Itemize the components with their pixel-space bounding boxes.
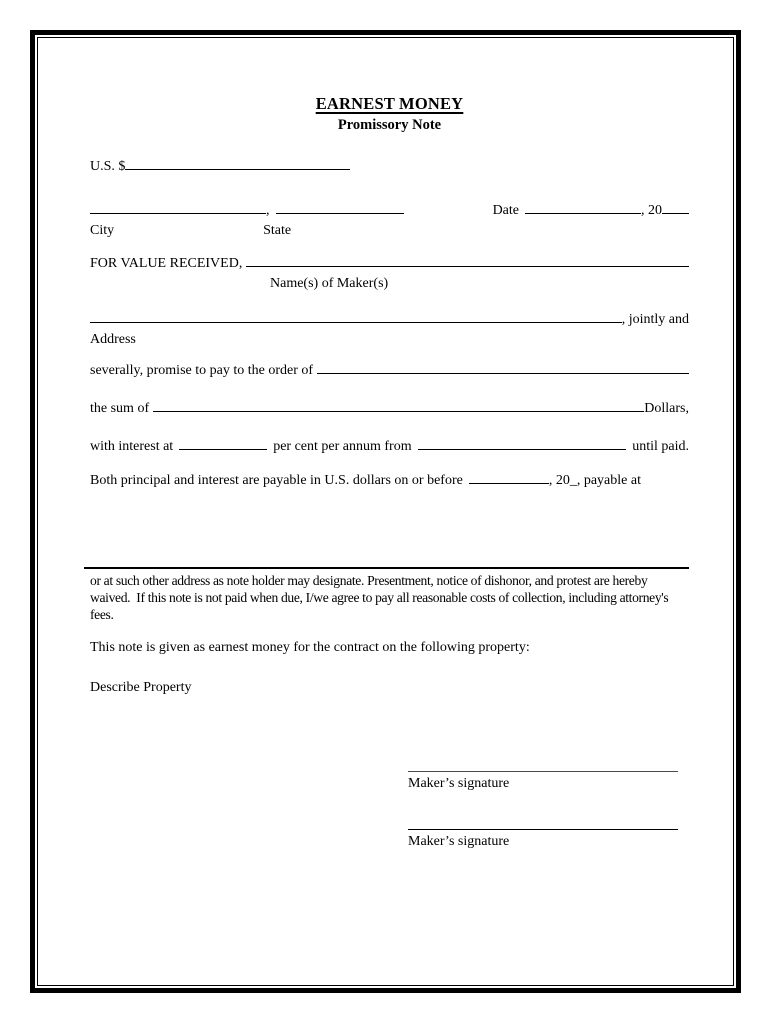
amount-prefix-label: U.S. $ (90, 159, 126, 174)
payable-line (90, 471, 689, 490)
pay-to-order-label: severally, promise to pay to the order of (90, 363, 314, 378)
document-title: EARNEST MONEY (315, 94, 464, 113)
interest-mid-label: per cent per annum from (273, 439, 412, 454)
promissory-note-form (38, 38, 733, 985)
city-state-labels-row (90, 221, 689, 240)
makers-caption: Name(s) of Maker(s) (270, 276, 389, 291)
address-blank-field[interactable] (90, 310, 622, 323)
for-value-received-label: FOR VALUE RECEIVED, (90, 256, 243, 271)
state-blank-field[interactable] (276, 201, 404, 214)
city-state-comma: , (266, 203, 270, 218)
city-blank-field[interactable] (90, 201, 266, 214)
earnest-statement: This note is given as earnest money for the contract on the following property: (90, 640, 530, 655)
interest-rate-blank-field[interactable] (179, 437, 267, 450)
interest-from-blank-field[interactable] (418, 437, 627, 450)
address-write-in-rule[interactable] (84, 567, 689, 569)
address-line (90, 310, 689, 329)
city-label: City (90, 223, 115, 238)
signature-label-2: Maker’s signature (408, 834, 510, 849)
signature-block-2 (408, 829, 678, 851)
date-blank-field[interactable] (525, 201, 641, 214)
interest-prefix-label: with interest at (90, 439, 174, 454)
payee-blank-field[interactable] (317, 361, 689, 374)
document-subtitle: Promissory Note (337, 117, 442, 133)
dollars-suffix-label: Dollars, (644, 401, 689, 416)
title-block (90, 94, 689, 135)
waiver-paragraph: or at such other address as note holder may designate. Presentment, notice of dishonor, and protest are hereby waived. If this note is not paid when due, I/we agree to pay all reasonable costs of collection, including attorney's fees. (90, 573, 672, 622)
signature-line-1[interactable] (408, 771, 678, 772)
sum-blank-field[interactable] (153, 399, 644, 412)
pay-to-order-line (90, 361, 689, 380)
amount-blank-field[interactable] (125, 157, 350, 170)
amount-line (90, 157, 689, 176)
state-label: State (263, 223, 292, 238)
date-year-prefix: , 20 (641, 203, 662, 218)
signature-block-1 (408, 771, 678, 793)
payable-suffix-label: , 20_, payable at (548, 473, 641, 488)
interest-line (90, 437, 689, 456)
payable-date-blank-field[interactable] (469, 471, 549, 484)
date-label: Date (492, 203, 519, 218)
address-label: Address (90, 332, 136, 347)
date-year-blank-field[interactable] (662, 201, 689, 214)
jointly-and-text: , jointly and (621, 312, 689, 327)
describe-property-label: Describe Property (90, 680, 192, 695)
for-value-received-line (90, 254, 689, 273)
document-border-frame (30, 30, 741, 993)
city-state-date-line (90, 201, 689, 220)
sum-prefix-label: the sum of (90, 401, 150, 416)
signature-label-1: Maker’s signature (408, 776, 510, 791)
until-paid-label: until paid. (632, 439, 689, 454)
sum-line (90, 399, 689, 418)
document-inner-border (37, 37, 734, 986)
payable-prefix-label: Both principal and interest are payable in U.S. dollars on or before (90, 473, 463, 488)
makers-names-blank-field[interactable] (246, 254, 689, 267)
signature-line-2[interactable] (408, 829, 678, 830)
